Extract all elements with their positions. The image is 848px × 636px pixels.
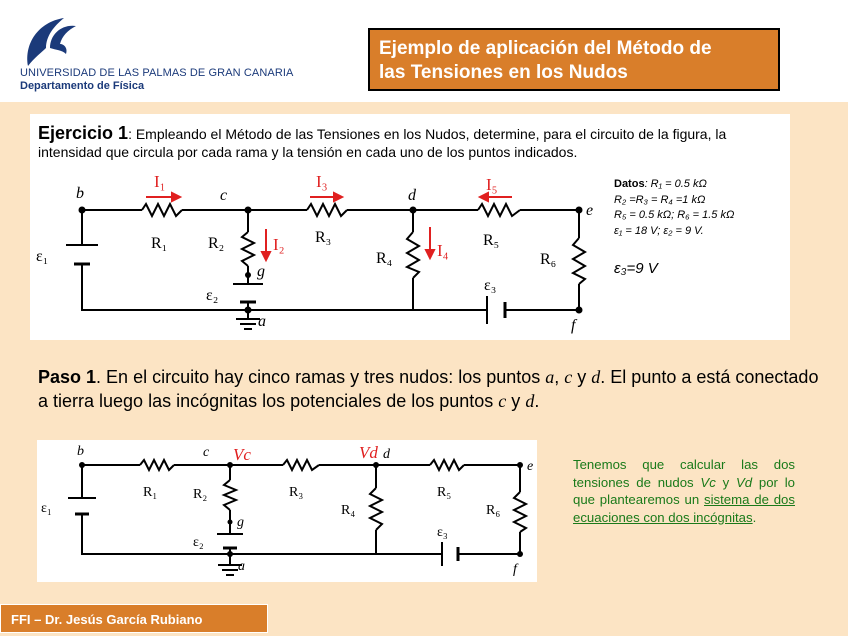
datos-line-3: R₅ = 0.5 kΩ; R₆ = 1.5 kΩ bbox=[614, 209, 735, 221]
c2-node-b: b bbox=[77, 444, 84, 459]
exercise-body: : Empleando el Método de las Tensiones en los Nudos, determine, para el circuito de la figura, la intensidad que circula por cada rama y la tensión en cada uno de los puntos indicados. bbox=[38, 126, 727, 160]
note-underlined: sistema de dos ecuaciones con dos incógnitas bbox=[573, 492, 795, 525]
node-b-label: b bbox=[76, 185, 84, 202]
c2-r1: R₁ bbox=[143, 485, 158, 500]
exercise-heading: Ejercicio 1 bbox=[38, 123, 129, 143]
vc-label: Vc bbox=[233, 445, 251, 464]
i4-label: I₄ bbox=[437, 241, 449, 260]
node-e-label: e bbox=[586, 202, 594, 219]
r1-label: R₁ bbox=[151, 235, 168, 252]
datos-line-1: : R₁ = 0.5 kΩ bbox=[644, 178, 707, 190]
c2-node-d: d bbox=[383, 447, 390, 462]
c2-e3: ε₃ bbox=[437, 525, 448, 540]
c2-e1: ε₁ bbox=[41, 501, 52, 516]
paso-var-d2: d bbox=[525, 391, 535, 411]
title-line-1: Ejemplo de aplicación del Método de bbox=[379, 38, 712, 59]
c2-r6: R₆ bbox=[486, 503, 501, 518]
note-text-2: por lo que plantearemos un bbox=[573, 474, 796, 507]
paso-label: Paso 1 bbox=[38, 367, 97, 387]
c2-node-c: c bbox=[203, 445, 210, 460]
university-name: UNIVERSIDAD DE LAS PALMAS DE GRAN CANARIA bbox=[20, 67, 294, 79]
note-vd: Vd bbox=[735, 474, 753, 490]
note-vc: Vc bbox=[700, 474, 716, 490]
i3-label: I₃ bbox=[316, 172, 328, 191]
paso-end: . bbox=[534, 391, 540, 411]
c2-e2: ε₂ bbox=[193, 535, 204, 550]
node-f-label: f bbox=[571, 317, 576, 334]
c2-r5: R₅ bbox=[437, 485, 452, 500]
node-d-label: d bbox=[408, 187, 416, 204]
slide-title bbox=[368, 28, 780, 91]
c2-node-a: a bbox=[238, 559, 245, 574]
c2-r2: R₂ bbox=[193, 487, 208, 502]
exercise-panel bbox=[30, 114, 790, 340]
paso-text-2: . El punto a está conectado a tierra luego las incógnitas los potenciales de los puntos bbox=[38, 367, 819, 411]
e2-label: ε₂ bbox=[206, 287, 219, 304]
c2-node-e: e bbox=[527, 459, 534, 474]
r5-label: R₅ bbox=[483, 232, 500, 249]
r4-label: R₄ bbox=[376, 250, 393, 267]
datos-label: Datos bbox=[614, 178, 645, 190]
note-text bbox=[573, 456, 795, 526]
paso-and-1: y bbox=[572, 367, 592, 387]
e3-value: ε₃=9 V bbox=[614, 260, 658, 277]
title-line-2: las Tensiones en los Nudos bbox=[379, 62, 628, 83]
paso-sep: , bbox=[554, 367, 565, 387]
e1-label: ε₁ bbox=[36, 248, 49, 265]
node-g-label: g bbox=[257, 263, 265, 280]
c2-r3: R₃ bbox=[289, 485, 304, 500]
department-name: Departamento de Física bbox=[20, 80, 145, 92]
circuit-diagram-2 bbox=[37, 440, 537, 582]
i5-label: I₅ bbox=[486, 175, 498, 194]
node-c-label: c bbox=[220, 187, 228, 204]
note-and: y bbox=[715, 474, 736, 490]
paso-var-d: d bbox=[591, 367, 601, 387]
vd-label: Vd bbox=[359, 443, 378, 462]
i2-label: I₂ bbox=[273, 235, 285, 254]
datos-line-2: R₂ =R₃ = R₄ =1 kΩ bbox=[614, 193, 706, 206]
node-a-label: a bbox=[258, 313, 266, 330]
paso-and-2: y bbox=[506, 391, 526, 411]
paso-1-text bbox=[38, 365, 828, 413]
r2-label: R₂ bbox=[208, 235, 225, 252]
university-logo bbox=[16, 14, 86, 70]
circuit-panel-2 bbox=[37, 440, 537, 582]
c2-node-g: g bbox=[237, 515, 244, 530]
r6-label: R₆ bbox=[540, 251, 557, 268]
paso-var-a: a bbox=[545, 367, 555, 387]
footer-author: FFI – Dr. Jesús García Rubiano bbox=[0, 604, 268, 633]
note-text-1: Tenemos que calcular las dos tensiones de nudos bbox=[573, 457, 795, 490]
paso-var-c: c bbox=[564, 367, 573, 387]
i1-label: I₁ bbox=[154, 172, 166, 191]
c2-r4: R₄ bbox=[341, 503, 356, 518]
note-end: . bbox=[752, 509, 757, 525]
c2-node-f: f bbox=[513, 562, 517, 577]
r3-label: R₃ bbox=[315, 229, 332, 246]
data-block bbox=[614, 177, 734, 239]
paso-var-c2: c bbox=[498, 391, 507, 411]
paso-text-1: . En el circuito hay cinco ramas y tres nudos: los puntos bbox=[96, 367, 546, 387]
e3-label: ε₃ bbox=[484, 277, 497, 294]
datos-line-4: ε₁ = 18 V; ε₂ = 9 V. bbox=[614, 224, 704, 237]
